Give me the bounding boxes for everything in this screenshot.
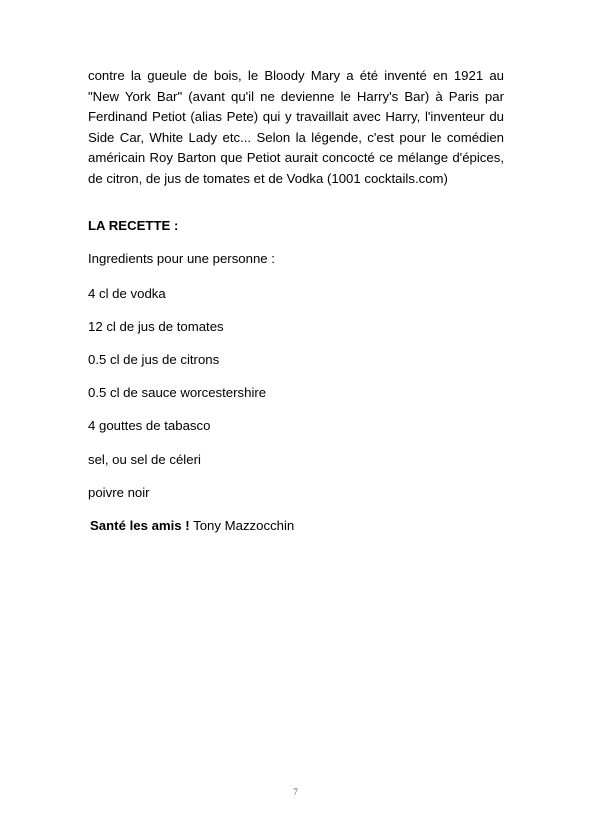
recipe-heading: LA RECETTE :: [88, 218, 179, 233]
closing-line: [90, 518, 294, 533]
closing-greeting: Santé les amis !: [90, 518, 190, 533]
ingredient-item: 4 cl de vodka: [88, 286, 166, 301]
ingredient-item: poivre noir: [88, 485, 150, 500]
ingredient-item: 0.5 cl de sauce worcestershire: [88, 385, 267, 400]
ingredients-intro: Ingredients pour une personne :: [88, 251, 275, 266]
page-number: 7: [293, 787, 298, 797]
closing-author: Tony Mazzocchin: [189, 518, 295, 533]
intro-paragraph: contre la gueule de bois, le Bloody Mary a été inventé en 1921 au "New York Bar" (avant qu'il ne devienne le Harry's Bar) à Paris par Ferdinand Petiot (alias Pete) qui y travaillait avec Harry, l'inventeur du Side Car, White Lady etc... Selon la légende, c'est pour le comédien américain Roy Barton que Petiot aurait concocté ce mélange d'épices, de citron, de jus de tomates et de Vodka (1001 cocktails.com): [88, 68, 504, 186]
ingredient-item: sel, ou sel de céleri: [88, 452, 201, 467]
ingredient-item: 0.5 cl de jus de citrons: [88, 352, 220, 367]
ingredient-item: 12 cl de jus de tomates: [88, 319, 224, 334]
ingredient-item: 4 gouttes de tabasco: [88, 418, 211, 433]
